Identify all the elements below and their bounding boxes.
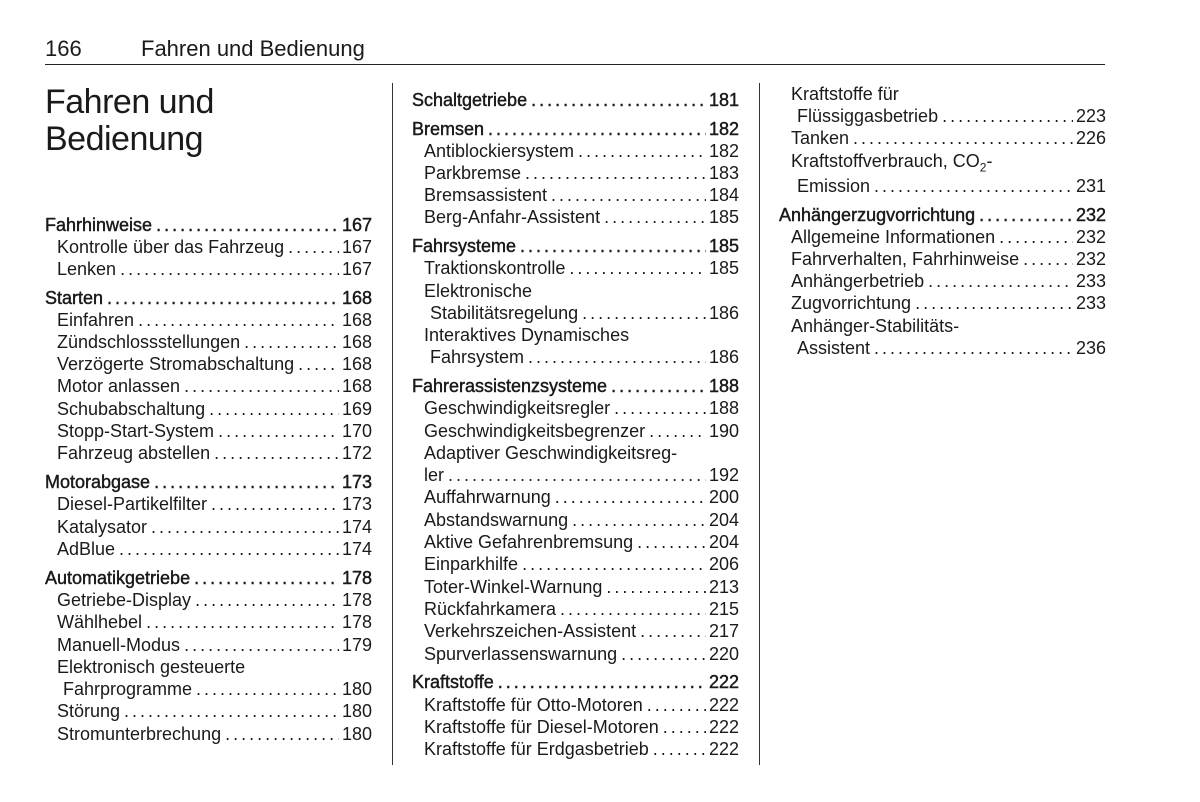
toc-page-number: 231: [1073, 175, 1106, 197]
toc-entry[interactable]: [412, 184, 739, 206]
toc-entry-label: Berg-Anfahr-Assistent . . .: [424, 206, 739, 228]
toc-entry[interactable]: [412, 397, 739, 419]
toc-entry-label: Stromunterbrechung . . .: [57, 723, 372, 745]
toc-page-number: 185: [706, 206, 739, 228]
toc-entry[interactable]: [45, 678, 372, 700]
toc-page-number: 180: [339, 723, 372, 745]
toc-entry-label: Allgemeine Informationen . . .: [791, 226, 1106, 248]
toc-entry[interactable]: [779, 270, 1106, 292]
toc-entry[interactable]: [412, 486, 739, 508]
toc-entry-label: Rückfahrkamera . . .: [424, 598, 739, 620]
toc-entry-label: Stabilitätsregelung . . .: [430, 302, 739, 324]
toc-entry-label: Aktive Gefahrenbremsung . . .: [424, 531, 739, 553]
toc-entry-label: Flüssiggasbetrieb . . .: [797, 105, 1106, 127]
toc-entry[interactable]: [412, 620, 739, 642]
toc-entry[interactable]: [412, 598, 739, 620]
toc-page-number: 188: [706, 375, 739, 397]
toc-entry-label: Kontrolle über das Fahrzeug . . .: [57, 236, 372, 258]
chapter-title: [45, 84, 214, 158]
toc-entry-label: Schaltgetriebe . . .: [412, 89, 739, 111]
toc-entry-label: Automatikgetriebe . . .: [45, 567, 372, 589]
toc-page-number: 192: [706, 464, 739, 486]
toc-text: Adaptiver Geschwindigkeitsreg-: [424, 443, 678, 463]
toc-text-line: [57, 656, 372, 678]
toc-section-heading[interactable]: [412, 375, 739, 397]
toc-page-number: 188: [706, 397, 739, 419]
toc-entry-label: Traktionskontrolle . . .: [424, 257, 739, 279]
toc-entry[interactable]: [412, 464, 739, 486]
toc-text-suffix: -: [986, 151, 993, 171]
toc-entry[interactable]: [412, 694, 739, 716]
toc-entry-label: Anhängerzugvorrichtung . . .: [779, 204, 1106, 226]
toc-page-number: 182: [706, 140, 739, 162]
toc-text: Kraftstoffverbrauch, CO: [791, 151, 980, 171]
toc-entry-label: Motorabgase . . .: [45, 471, 372, 493]
toc-entry[interactable]: [45, 723, 372, 745]
toc-entry[interactable]: [779, 175, 1106, 197]
toc-page-number: 220: [706, 643, 739, 665]
toc-page-number: 168: [339, 287, 372, 309]
toc-entry-label: Assistent . . .: [797, 337, 1106, 359]
toc-entry[interactable]: [45, 420, 372, 442]
toc-entry-label: Abstandswarnung . . .: [424, 509, 739, 531]
toc-page-number: 222: [706, 694, 739, 716]
toc-page-number: 178: [339, 611, 372, 633]
toc-entry[interactable]: [412, 531, 739, 553]
toc-entry-label: Motor anlassen . . .: [57, 375, 372, 397]
running-title: Fahren und Bedienung: [141, 36, 365, 61]
toc-entry[interactable]: [45, 442, 372, 464]
toc-page-number: 222: [706, 671, 739, 693]
toc-entry[interactable]: [45, 398, 372, 420]
toc-entry-label: Fahrhinweise . . .: [45, 214, 372, 236]
toc-page-number: 206: [706, 553, 739, 575]
toc-entry-label: Parkbremse . . .: [424, 162, 739, 184]
toc-entry[interactable]: [45, 353, 372, 375]
toc-page-number: 179: [339, 634, 372, 656]
toc-page-number: 213: [706, 576, 739, 598]
toc-entry[interactable]: [412, 576, 739, 598]
toc-entry-label: Bremsassistent . . .: [424, 184, 739, 206]
toc-entry-label: Getriebe-Display . . .: [57, 589, 372, 611]
toc-page-number: 223: [1073, 105, 1106, 127]
toc-subscript: 2: [979, 160, 987, 175]
toc-page-number: 178: [339, 589, 372, 611]
toc-page-number: 232: [1073, 248, 1106, 270]
toc-entry-label: Anhängerbetrieb . . .: [791, 270, 1106, 292]
toc-page-number: 200: [706, 486, 739, 508]
toc-entry[interactable]: [45, 331, 372, 353]
toc-entry[interactable]: [45, 634, 372, 656]
toc-page-number: 217: [706, 620, 739, 642]
toc-page-number: 178: [339, 567, 372, 589]
toc-text-line: [791, 83, 1106, 105]
toc-entry-label: Stopp-Start-System . . .: [57, 420, 372, 442]
toc-entry-label: Manuell-Modus . . .: [57, 634, 372, 656]
toc-page-number: 204: [706, 509, 739, 531]
toc-page-number: 186: [706, 302, 739, 324]
toc-page-number: 170: [339, 420, 372, 442]
toc-entry-label: Auffahrwarnung . . .: [424, 486, 739, 508]
toc-section-heading[interactable]: [779, 204, 1106, 226]
toc-entry[interactable]: [45, 538, 372, 560]
toc-entry-label: Geschwindigkeitsregler . . .: [424, 397, 739, 419]
toc-entry[interactable]: [412, 643, 739, 665]
toc-text: Elektronische: [424, 281, 533, 301]
toc-entry-label: Fahrverhalten, Fahrhinweise . . .: [791, 248, 1106, 270]
toc-entry-label: AdBlue . . .: [57, 538, 372, 560]
toc-entry-label: Verkehrszeichen-Assistent . . .: [424, 620, 739, 642]
toc-page-number: 168: [339, 375, 372, 397]
toc-entry[interactable]: [412, 206, 739, 228]
chapter-title-line-2: Bedienung: [45, 120, 204, 158]
toc-page-number: 215: [706, 598, 739, 620]
toc-page-number: 180: [339, 700, 372, 722]
toc-page-number: 204: [706, 531, 739, 553]
toc-entry-label: Kraftstoffe für Erdgasbetrieb . . .: [424, 738, 739, 760]
toc-entry-label: Tanken . . .: [791, 127, 1106, 149]
toc-entry[interactable]: [412, 553, 739, 575]
toc-entry[interactable]: [45, 258, 372, 280]
toc-page-number: 233: [1073, 270, 1106, 292]
toc-entry-label: Fahrprogramme . . .: [63, 678, 372, 700]
toc-page-number: 181: [706, 89, 739, 111]
toc-entry-label: Fahrzeug abstellen . . .: [57, 442, 372, 464]
toc-text-line: [424, 324, 739, 346]
toc-page-number: 222: [706, 716, 739, 738]
toc-page-number: 233: [1073, 292, 1106, 314]
toc-text: Kraftstoffe für: [791, 84, 899, 104]
toc-entry[interactable]: [412, 509, 739, 531]
toc-entry[interactable]: [779, 337, 1106, 359]
toc-entry-label: Geschwindigkeitsbegrenzer . . .: [424, 420, 739, 442]
toc-entry-label: ler . . .: [424, 464, 739, 486]
toc-page-number: 190: [706, 420, 739, 442]
toc-entry-label: Verzögerte Stromabschaltung . . .: [57, 353, 372, 375]
toc-entry-label: Toter-Winkel-Warnung . . .: [424, 576, 739, 598]
toc-page-number: 168: [339, 309, 372, 331]
toc-page-number: 167: [339, 236, 372, 258]
toc-entry-label: Bremsen . . .: [412, 118, 739, 140]
toc-entry-label: Störung . . .: [57, 700, 372, 722]
toc-section-heading[interactable]: [45, 567, 372, 589]
toc-entry[interactable]: [45, 589, 372, 611]
toc-page-number: 182: [706, 118, 739, 140]
toc-entry-label: Fahrerassistenzsysteme . . .: [412, 375, 739, 397]
toc-entry[interactable]: [779, 226, 1106, 248]
toc-page-number: 173: [339, 493, 372, 515]
toc-entry-label: Zugvorrichtung . . .: [791, 292, 1106, 314]
toc-text-line: [791, 315, 1106, 337]
toc-page-number: 167: [339, 258, 372, 280]
toc-entry-label: Kraftstoffe . . .: [412, 671, 739, 693]
chapter-title-line-1: Fahren und: [45, 83, 214, 121]
toc-page-number: 222: [706, 738, 739, 760]
toc-page-number: 173: [339, 471, 372, 493]
toc-entry-label: Fahrsystem . . .: [430, 346, 739, 368]
toc-section-heading[interactable]: [45, 471, 372, 493]
toc-entry-label: Einparkhilfe . . .: [424, 553, 739, 575]
toc-section-heading[interactable]: [45, 287, 372, 309]
toc-text-line: [424, 280, 739, 302]
toc-entry[interactable]: [779, 292, 1106, 314]
page-header: [45, 36, 1105, 65]
toc-entry[interactable]: [412, 302, 739, 324]
toc-page-number: 180: [339, 678, 372, 700]
column-divider: [392, 83, 393, 765]
column-divider: [759, 83, 760, 765]
toc-page-number: 184: [706, 184, 739, 206]
toc-page-number: 226: [1073, 127, 1106, 149]
toc-entry-label: Emission . . .: [797, 175, 1106, 197]
toc-entry[interactable]: [412, 420, 739, 442]
toc-page-number: 174: [339, 538, 372, 560]
toc-text-line: [424, 442, 739, 464]
toc-entry[interactable]: [45, 375, 372, 397]
toc-entry-label: Fahrsysteme . . .: [412, 235, 739, 257]
toc-entry-label: Katalysator . . .: [57, 516, 372, 538]
toc-entry[interactable]: [45, 516, 372, 538]
toc-entry[interactable]: [412, 716, 739, 738]
toc-entry-label: Kraftstoffe für Diesel-Motoren . . .: [424, 716, 739, 738]
toc-entry[interactable]: [779, 127, 1106, 149]
toc-entry-label: Wählhebel . . .: [57, 611, 372, 633]
toc-page-number: 186: [706, 346, 739, 368]
toc-page-number: 169: [339, 398, 372, 420]
toc-entry[interactable]: [412, 738, 739, 760]
toc-page-number: 236: [1073, 337, 1106, 359]
toc-entry[interactable]: [45, 493, 372, 515]
toc-text-line: [791, 150, 1106, 175]
toc-entry[interactable]: [45, 700, 372, 722]
toc-page-number: 172: [339, 442, 372, 464]
toc-entry-label: Lenken . . .: [57, 258, 372, 280]
toc-page-number: 185: [706, 257, 739, 279]
toc-page-number: 167: [339, 214, 372, 236]
toc-entry-label: Zündschlossstellungen . . .: [57, 331, 372, 353]
toc-entry[interactable]: [412, 346, 739, 368]
toc-page-number: 232: [1073, 204, 1106, 226]
toc-page-number: 174: [339, 516, 372, 538]
page-number: 166: [45, 36, 82, 61]
toc-entry[interactable]: [779, 248, 1106, 270]
toc-entry[interactable]: [412, 140, 739, 162]
toc-entry-label: Antiblockiersystem . . .: [424, 140, 739, 162]
toc-entry[interactable]: [45, 611, 372, 633]
toc-page-number: 168: [339, 353, 372, 375]
toc-entry[interactable]: [412, 162, 739, 184]
toc-entry-label: Schubabschaltung . . .: [57, 398, 372, 420]
toc-page-number: 232: [1073, 226, 1106, 248]
toc-text: Interaktives Dynamisches: [424, 325, 630, 345]
toc-entry-label: Spurverlassenswarnung . . .: [424, 643, 739, 665]
toc-entry-label: Starten . . .: [45, 287, 372, 309]
toc-entry-label: Kraftstoffe für Otto-Motoren . . .: [424, 694, 739, 716]
toc-section-heading[interactable]: [412, 235, 739, 257]
toc-text: Elektronisch gesteuerte: [57, 657, 246, 677]
toc-page-number: 168: [339, 331, 372, 353]
toc-entry[interactable]: [779, 105, 1106, 127]
toc-entry[interactable]: [412, 257, 739, 279]
toc-entry[interactable]: [45, 309, 372, 331]
toc-section-heading[interactable]: [412, 671, 739, 693]
toc-page-number: 183: [706, 162, 739, 184]
toc-page-number: 185: [706, 235, 739, 257]
toc-section-heading[interactable]: [412, 118, 739, 140]
toc-section-heading[interactable]: [45, 214, 372, 236]
toc-entry-label: Einfahren . . .: [57, 309, 372, 331]
toc-entry-label: Diesel-Partikelfilter . . .: [57, 493, 372, 515]
toc-entry[interactable]: [45, 236, 372, 258]
toc-text: Anhänger-Stabilitäts-: [791, 316, 960, 336]
toc-section-heading[interactable]: [412, 89, 739, 111]
